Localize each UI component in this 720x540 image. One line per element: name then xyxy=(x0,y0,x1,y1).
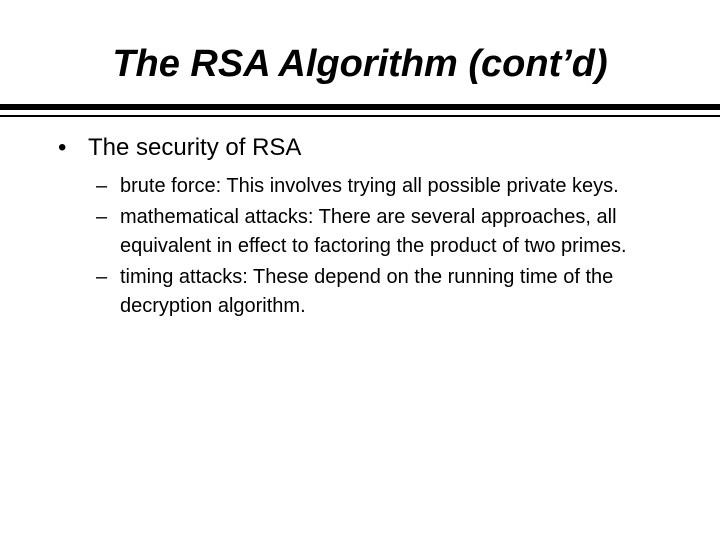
title-divider-thin xyxy=(0,115,720,117)
bullet-item xyxy=(58,132,678,164)
sub-bullet-marker: – xyxy=(96,206,108,228)
sub-bullet-text: timing attacks: These depend on the running time of the decryption algorithm. xyxy=(120,266,614,317)
slide-title: The RSA Algorithm (cont’d) xyxy=(112,43,608,85)
slide-body xyxy=(58,132,678,323)
sub-bullet-text: brute force: This involves trying all possible private keys. xyxy=(120,175,619,197)
sub-bullet-marker: – xyxy=(96,175,108,197)
sub-bullet-list xyxy=(58,172,678,321)
bullet-marker: • xyxy=(58,134,67,161)
bullet-text: The security of RSA xyxy=(88,134,302,161)
sub-bullet-item xyxy=(96,263,678,321)
sub-bullet-item xyxy=(96,203,678,261)
title-divider-thick xyxy=(0,104,720,110)
sub-bullet-item xyxy=(96,172,678,201)
sub-bullet-text: mathematical attacks: There are several approaches, all equivalent in effect to factoring the product of two primes. xyxy=(120,206,627,257)
sub-bullet-marker: – xyxy=(96,266,108,288)
